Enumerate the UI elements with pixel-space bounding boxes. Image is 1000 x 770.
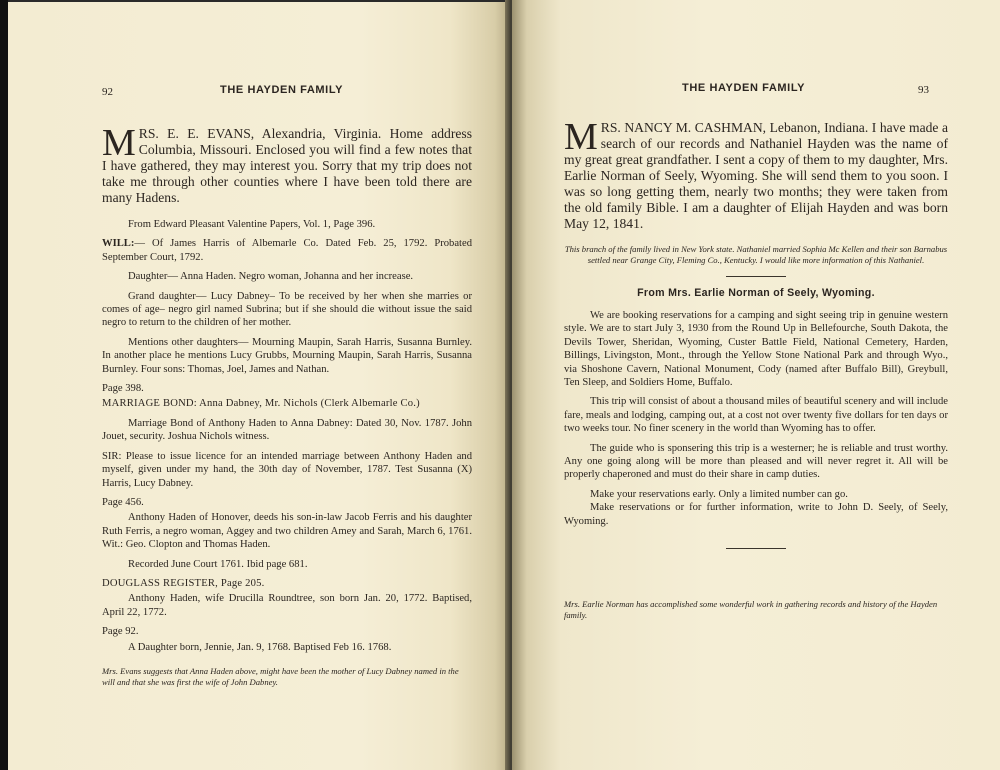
running-head: THE HAYDEN FAMILY (220, 84, 344, 96)
page-ref: Page 456. (102, 496, 144, 508)
branch-note: This branch of the family lived in New York state. Nathaniel married Sophia Mc Kellen and their son Barnabus settled near Grange City, Fleming Co., Kentucky. I would like more information of this Nathaniel. (564, 244, 948, 265)
recorded-entry: Recorded June Court 1761. Ibid page 681. (128, 558, 308, 570)
will-label: WILL: (102, 238, 135, 250)
drop-cap: M (564, 116, 598, 158)
right-page-body (564, 116, 948, 621)
trip-paragraph: The guide who is sponsering this trip is a westerner; he is reliable and trust worthy. Any one going along will be more than pleased and will never regret it. All will be properly chaperoned and must do their share in camp duties. (564, 442, 948, 481)
will-entry (102, 237, 472, 264)
page-number: 92 (102, 86, 113, 98)
marriage-bond-heading: MARRIAGE BOND: Anna Dabney, Mr. Nichols (Clerk Albemarle Co.) (102, 398, 420, 410)
running-head: THE HAYDEN FAMILY (682, 82, 806, 94)
source-line: From Edward Pleasant Valentine Papers, Vol. 1, Page 396. (128, 219, 376, 230)
divider (726, 276, 786, 277)
mentions-entry: Mentions other daughters— Mourning Maupin, Sarah Harris, Susanna Burnley. In another place he mentions Lucy Grubbs, Mourning Maupin, Sarah Harris, Susanna Burnley. Four sons: Thomas, Joel, James and Nathan. (102, 336, 472, 375)
trip-paragraph: Make reservations or for further information, write to John D. Seely, of Seely, Wyoming. (564, 502, 948, 527)
douglass-register-heading: DOUGLASS REGISTER, Page 205. (102, 577, 265, 589)
trip-paragraph: Make your reservations early. Only a limited number can go. (590, 488, 848, 500)
lead-text: RS. NANCY M. CASHMAN, Lebanon, Indiana. I have made a search of our records and Nathaniel Hayden was the name of my great great grandfather. I sent a copy of them to my daughter, Mrs. Earlie Norman of Seely, Wyoming. She will send them to you soon. I was so long getting them, nearly two months; they were taken from the old family Bible. I am a daughter of Elijah Hayden and was born May 12, 1841. (564, 120, 948, 231)
page-ref: Page 92. (102, 626, 139, 638)
deed-entry: Anthony Haden of Honover, deeds his son-in-law Jacob Ferris and his daughter Ruth Ferris, a negro woman, Aggey and two children Amey and Sarah, March 6, 1761. Wit.: Geo. Clopton and Thomas Haden. (102, 512, 472, 551)
footnote: Mrs. Evans suggests that Anna Haden above, might have been the mother of Lucy Dabney named in the will and that she was first the wife of John Dabney. (102, 665, 459, 687)
daughter-entry: Daughter— Anna Haden. Negro woman, Johanna and her increase. (128, 271, 414, 283)
jennie-entry: A Daughter born, Jennie, Jan. 9, 1768. Baptised Feb 16. 1768. (128, 641, 392, 653)
right-page (512, 0, 1000, 770)
left-page-body (102, 122, 472, 688)
lead-paragraph (102, 122, 472, 206)
page-number: 93 (918, 84, 929, 96)
will-text: — Of James Harris of Albemarle Co. Dated Feb. 25, 1792. Probated September Court, 1792. (102, 238, 472, 263)
douglass-entry: Anthony Haden, wife Drucilla Roundtree, son born Jan. 20, 1772. Baptised, April 22, 1772. (102, 593, 472, 618)
lead-text: RS. E. E. EVANS, Alexandria, Virginia. Home address Columbia, Missouri. Enclosed you will find a few notes that I have gathered, they may interest you. Sorry that my trip does not take me through other counties where I have been told there are many Hadens. (102, 126, 472, 205)
footnote: Mrs. Earlie Norman has accomplished some wonderful work in gathering records and history of the Hayden family. (564, 599, 938, 621)
drop-cap: M (102, 122, 136, 164)
left-page (8, 0, 510, 770)
divider (726, 548, 786, 549)
trip-paragraph: We are booking reservations for a camping and sight seeing trip in genuine western style. We are to start July 3, 1930 from the Round Up in Bellefourche, South Dakota, the Devils Tower, Sheridan, Wyoming, Custer Battle Field, National Cemetery, Harden, Billings, Livingston, Mont., through the Yellow Stone National Park and through Wyo., via Shoshone Cavern, National Monument, Cody (named after Buffalo Bill), Greybull, Ten Sleep, and Soldiers Home, Buffalo. (564, 310, 948, 389)
grand-daughter-entry: Grand daughter— Lucy Dabney– To be received by her when she marries or comes of age– negro girl named Subrina; but if she should die without issue the said negro to return to the children of her mother. (102, 290, 472, 329)
lead-paragraph (564, 116, 948, 232)
section-heading: From Mrs. Earlie Norman of Seely, Wyoming. (637, 287, 875, 299)
marriage-bond-entry: Marriage Bond of Anthony Haden to Anna Dabney: Dated 30, Nov. 1787. John Jouet, security. Joshua Nichols witness. (102, 417, 472, 443)
licence-entry: SIR: Please to issue licence for an intended marriage between Anthony Haden and myself, given under my hand, the 30th day of November, 1787. Test Susanna (X) Harris, Lucy Dabney. (102, 450, 472, 489)
trip-paragraph: This trip will consist of about a thousand miles of beautiful scenery and will include fare, meals and lodging, camping out, at a cost not over twenty five dollars for ten days or two weeks tour. No finer scenery in the world than Wyoming has to offer. (564, 396, 948, 435)
page-ref: Page 398. (102, 383, 144, 395)
